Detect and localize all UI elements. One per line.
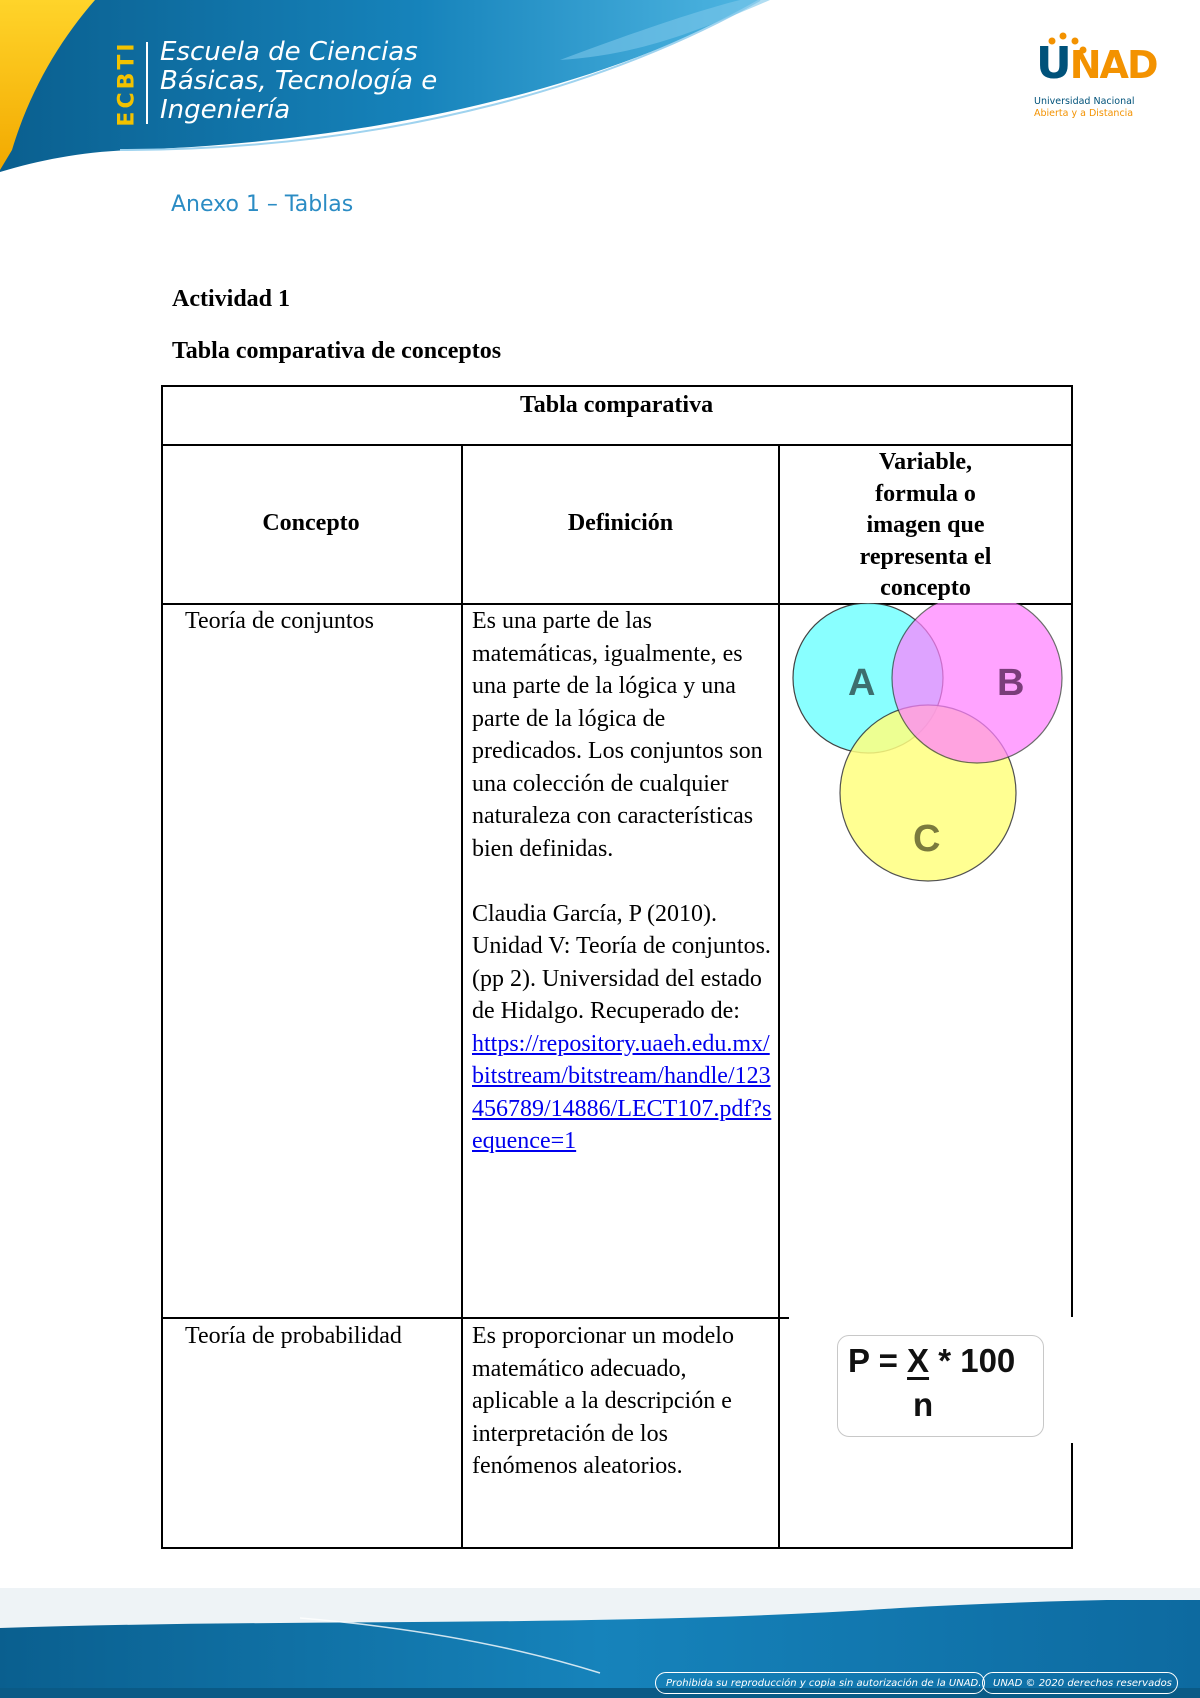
comparative-table bbox=[161, 385, 1072, 1549]
row1-reference: Claudia García, P (2010). Unidad V: Teoría de conjuntos. (pp 2). Universidad del estado de Hidalgo. Recuperado de: bbox=[472, 900, 771, 1024]
footer-copy-notice: Prohibida su reproducción y copia sin autorización de la UNAD. bbox=[655, 1672, 985, 1694]
column-divider-2 bbox=[778, 444, 780, 1549]
table-border-left bbox=[161, 385, 163, 1549]
header-concept: Concepto bbox=[262, 510, 360, 536]
row1-reference-link[interactable]: https://repository.uaeh.edu.mx/bitstream/bitstream/handle/123456789/14886/LECT107.pdf?sequence=1 bbox=[472, 1030, 772, 1154]
unad-logo: UNAD Universidad Nacional Abierta y a Distancia bbox=[1030, 30, 1180, 130]
table-caption: Tabla comparativa bbox=[519, 392, 714, 418]
venn-label-c: C bbox=[913, 818, 941, 860]
row-divider bbox=[161, 1317, 789, 1319]
activity-title: Actividad 1 bbox=[172, 286, 291, 312]
row1-definition: Es una parte de las matemáticas, igualmente, es una parte de la lógica y una parte de la lógica de predicados. Los conjuntos son una colección de cualquier naturaleza con características bien definidas. bbox=[472, 608, 763, 862]
venn-label-a: A bbox=[848, 662, 876, 704]
row2-concept: Teoría de probabilidad bbox=[185, 1323, 402, 1349]
ecbti-label: ECBTI bbox=[114, 39, 140, 127]
column-divider-1 bbox=[461, 444, 463, 1549]
venn-label-b: B bbox=[997, 662, 1025, 704]
table-border-bottom bbox=[161, 1547, 1072, 1549]
footer-rights: UNAD © 2020 derechos reservados bbox=[982, 1672, 1178, 1694]
venn-diagram bbox=[781, 603, 1071, 893]
header-definition: Definición bbox=[567, 510, 674, 536]
table-subtitle: Tabla comparativa de conceptos bbox=[172, 338, 502, 364]
row1-definition-cell bbox=[472, 605, 774, 1158]
row2-definition: Es proporcionar un modelo matemático adecuado, aplicable a la descripción e interpretación de los fenómenos aleatorios. bbox=[472, 1323, 734, 1479]
ecbti-divider bbox=[146, 42, 148, 124]
probability-formula: P = X * 100 n bbox=[837, 1335, 1044, 1437]
table-border-top bbox=[161, 385, 1072, 387]
school-name: Escuela de Ciencias Básicas, Tecnología e Ingeniería bbox=[160, 37, 438, 125]
venn-set-b bbox=[892, 603, 1062, 763]
table-border-right-upper bbox=[1071, 385, 1073, 1317]
annex-title: Anexo 1 – Tablas bbox=[171, 192, 354, 217]
table-border-right-lower bbox=[1071, 1443, 1073, 1549]
header-visual: Variable, formula o imagen que representa el concepto bbox=[859, 449, 992, 601]
caption-divider bbox=[161, 444, 1072, 446]
row1-concept: Teoría de conjuntos bbox=[185, 608, 374, 634]
page-header bbox=[0, 0, 1200, 175]
